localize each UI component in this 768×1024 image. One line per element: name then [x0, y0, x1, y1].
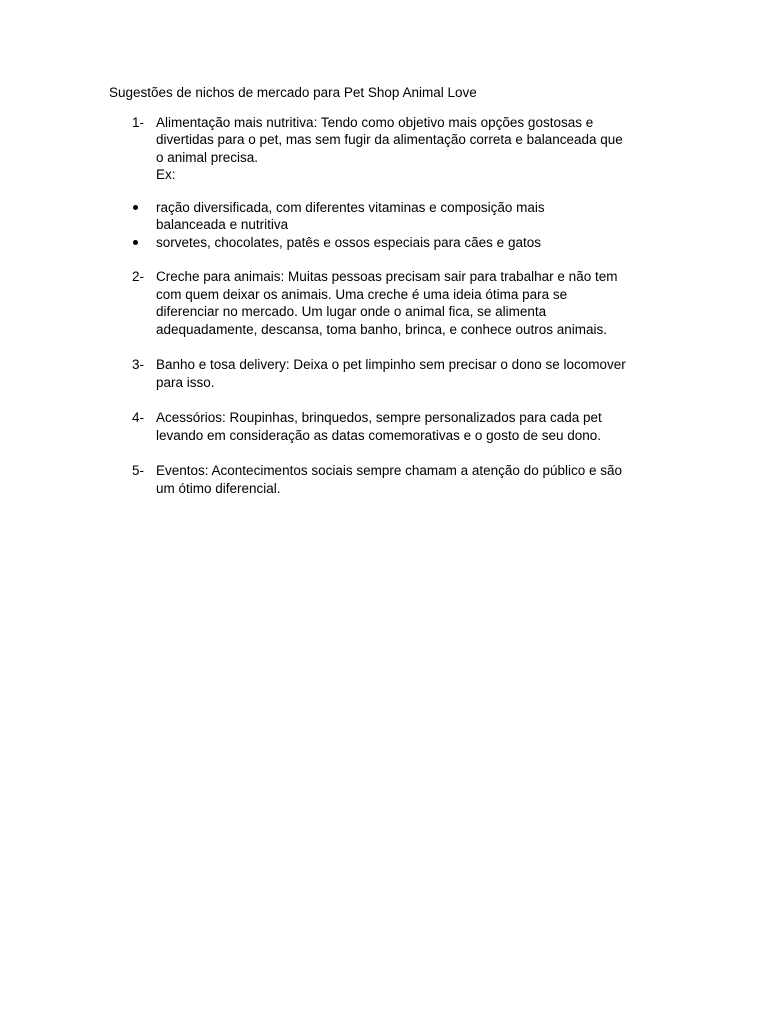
item-text-line: Creche para animais: Muitas pessoas precisam sair para trabalhar e não tem — [156, 269, 618, 284]
bullet-icon — [133, 240, 138, 245]
numbered-item-1 — [109, 114, 669, 184]
numbered-item-5 — [109, 462, 669, 497]
item-text-line: um ótimo diferencial. — [156, 480, 281, 496]
numbered-item-4 — [109, 409, 669, 444]
item-text-line: o animal precisa. — [156, 149, 259, 165]
item-number: 3- — [132, 357, 145, 372]
item-number: 4- — [132, 410, 145, 425]
item-text-line: Alimentação mais nutritiva: Tendo como objetivo mais opções gostosas e — [156, 114, 594, 130]
bullet-text-line: ração diversificada, com diferentes vitaminas e composição mais — [156, 199, 545, 215]
item-number: 5- — [132, 463, 145, 478]
item-text-line: diferenciar no mercado. Um lugar onde o animal fica, se alimenta — [156, 304, 547, 319]
item-number: 2- — [132, 269, 145, 284]
bullet-text-line: sorvetes, chocolates, patês e ossos especiais para cães e gatos — [156, 234, 541, 250]
document-body — [109, 84, 669, 497]
bullet-item-2 — [109, 234, 669, 252]
item-text-line: Acessórios: Roupinhas, brinquedos, sempre personalizados para cada pet — [156, 410, 602, 425]
item-text-line: levando em consideração as datas comemorativas e o gosto de seu dono. — [156, 427, 602, 443]
item-text-line: adequadamente, descansa, toma banho, brinca, e conhece outros animais. — [156, 321, 608, 337]
bullet-icon — [133, 205, 138, 210]
item-text-line: para isso. — [156, 374, 215, 390]
item-text-line: divertidas para o pet, mas sem fugir da alimentação correta e balanceada que — [156, 132, 623, 147]
bullet-text-line: balanceada e nutritiva — [156, 217, 289, 232]
item-text-line: com quem deixar os animais. Uma creche é uma ideia ótima para se — [156, 286, 568, 302]
bullet-item-1 — [109, 199, 669, 234]
numbered-item-2 — [109, 268, 669, 338]
item-text-line: Ex: — [156, 167, 176, 182]
item-text-line: Banho e tosa delivery: Deixa o pet limpinho sem precisar o dono se locomover — [156, 357, 626, 372]
item-text-line: Eventos: Acontecimentos sociais sempre chamam a atenção do público e são — [156, 463, 623, 478]
numbered-item-3 — [109, 356, 669, 391]
document-title: Sugestões de nichos de mercado para Pet Shop Animal Love — [109, 85, 477, 100]
item-number: 1- — [132, 114, 145, 130]
